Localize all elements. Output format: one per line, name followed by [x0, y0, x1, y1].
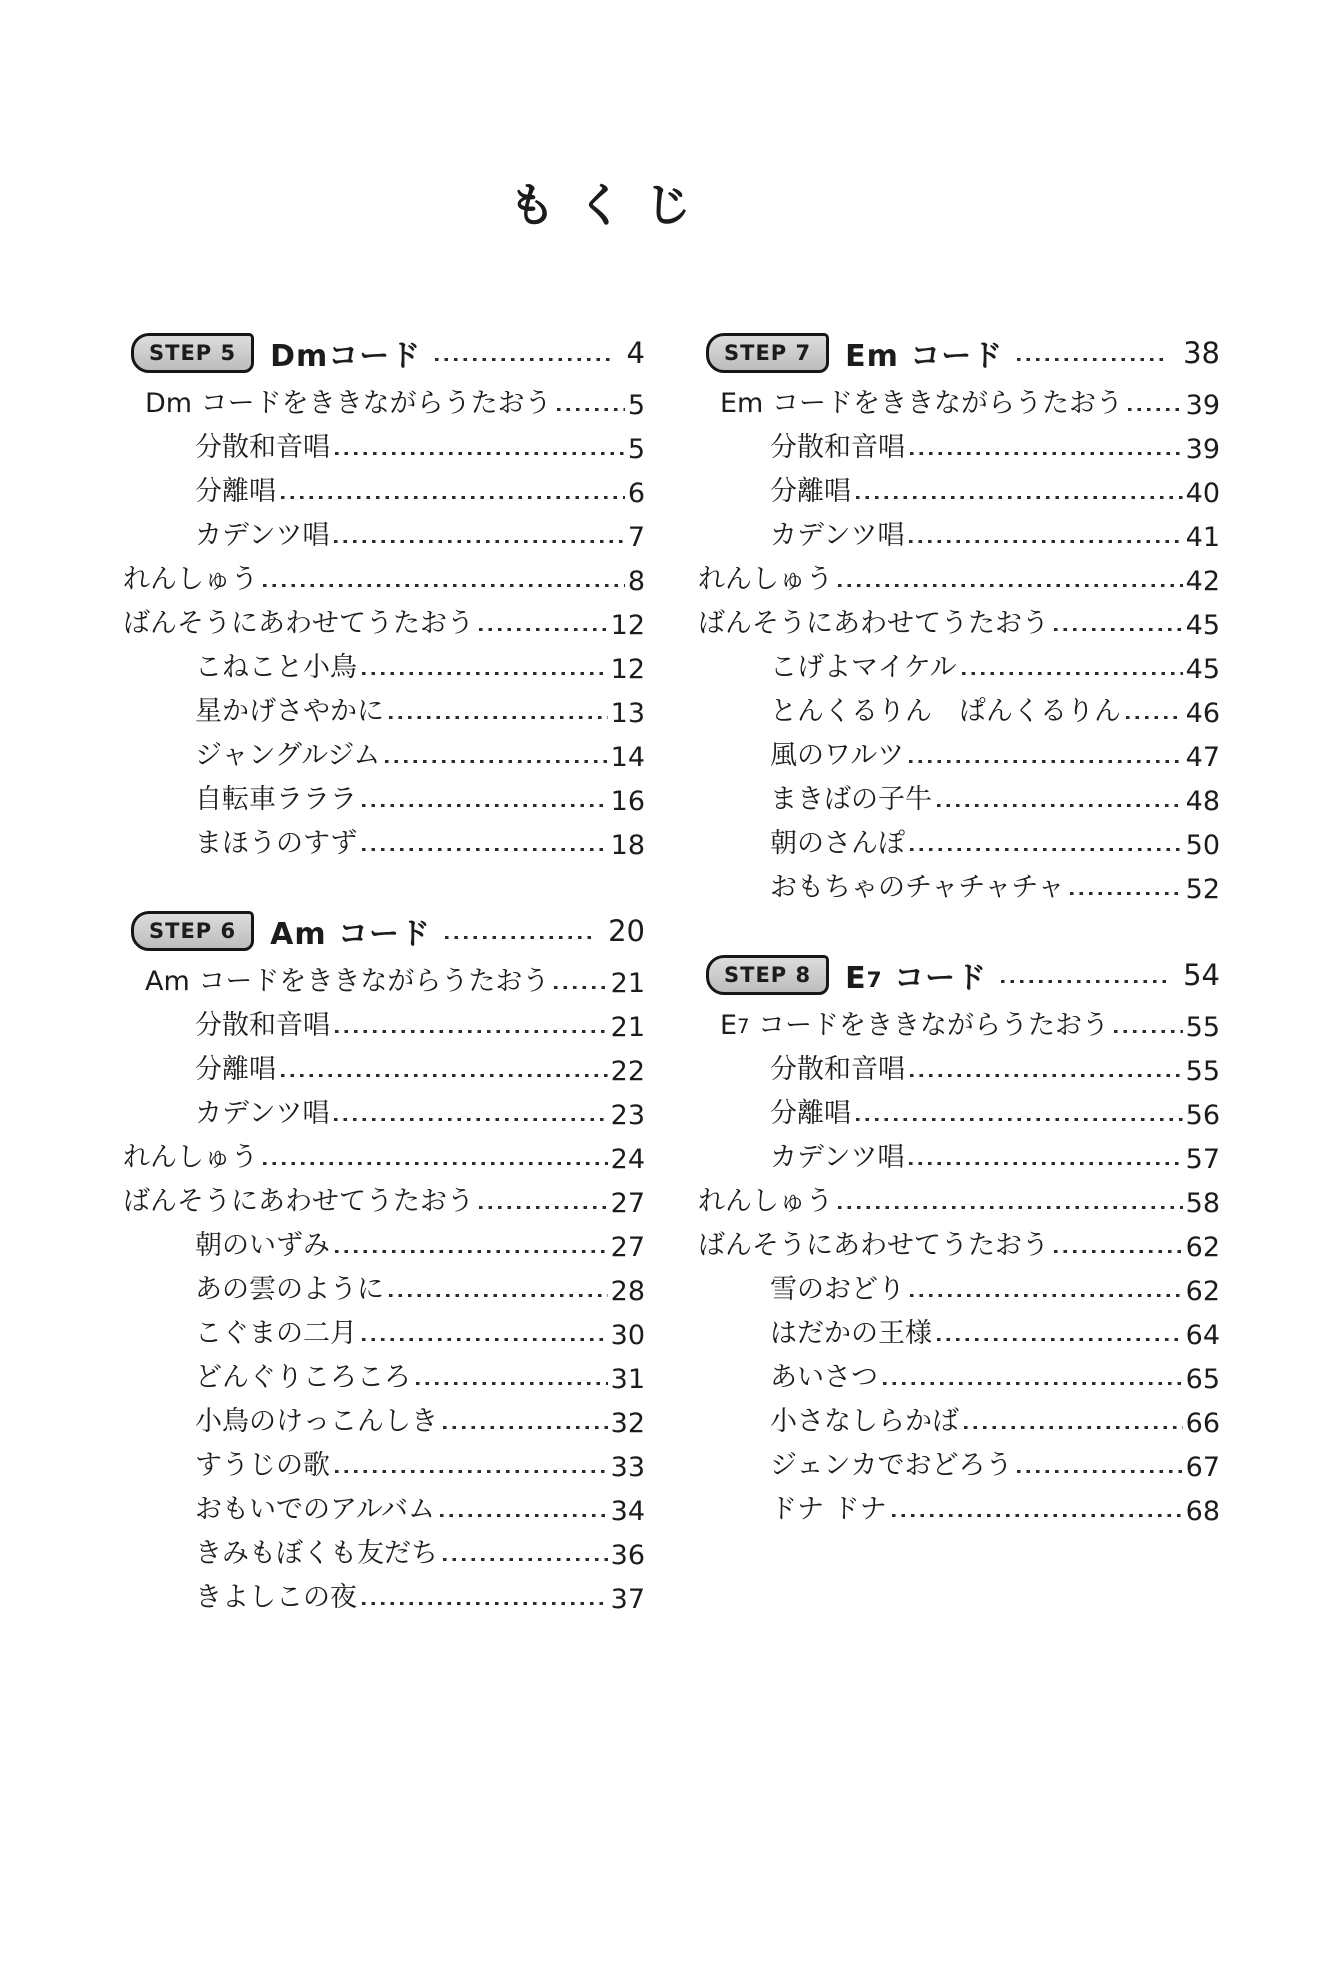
toc-item-page: 62 [1185, 1232, 1220, 1264]
small-seven: 7 [737, 1015, 750, 1039]
toc-item-label: きよしこの夜 [195, 1582, 357, 1614]
toc-row [690, 1131, 1220, 1175]
toc-row [690, 729, 1220, 773]
toc-item-label: れんしゅう [123, 1142, 258, 1174]
toc-item-page: 39 [1185, 390, 1220, 422]
dot-leader [1126, 715, 1183, 719]
toc-row [690, 1483, 1220, 1527]
toc-column-right [690, 331, 1220, 1615]
toc-row [115, 685, 645, 729]
toc-item-page: 47 [1185, 742, 1220, 774]
toc-item-label: ジェンカでおどろう [770, 1450, 1013, 1482]
step-badge: STEP 8 [706, 955, 829, 995]
step-badge: STEP 7 [706, 333, 829, 373]
toc-row [115, 1571, 645, 1615]
toc-section-step-6 [115, 909, 645, 1615]
toc-item-page: 27 [610, 1232, 645, 1264]
toc-item-label: はだかの王様 [770, 1318, 932, 1350]
toc-row [690, 1307, 1220, 1351]
toc-row [115, 1483, 645, 1527]
toc-item-label: こねこと小鳥 [195, 652, 357, 684]
toc-item-label: 自転車ラララ [195, 784, 357, 816]
toc-row [690, 1219, 1220, 1263]
dot-leader [335, 1249, 608, 1253]
dot-leader [263, 583, 625, 587]
toc-item-label: E7 コードをききながらうたおう [720, 1010, 1110, 1042]
toc-row [690, 1175, 1220, 1219]
dot-leader [362, 847, 607, 851]
toc-item-page: 21 [610, 1012, 645, 1044]
section-page-number: 20 [608, 914, 645, 949]
dot-leader [335, 451, 625, 455]
dot-leader [856, 495, 1183, 499]
toc-item-label: ドナ ドナ [770, 1494, 887, 1526]
toc-item-page: 5 [627, 390, 645, 422]
toc-item-page: 39 [1185, 434, 1220, 466]
dot-leader [443, 1425, 608, 1429]
toc-item-label: カデンツ唱 [770, 520, 905, 552]
toc-item-label: 分離唱 [195, 476, 276, 508]
toc-item-page: 55 [1185, 1056, 1220, 1088]
toc-row [115, 999, 645, 1043]
toc-row [115, 817, 645, 861]
toc-row [690, 377, 1220, 421]
section-page-number: 38 [1183, 336, 1220, 371]
dot-leader [281, 495, 625, 499]
toc-item-label: 分離唱 [770, 1098, 851, 1130]
toc-item-page: 32 [610, 1408, 645, 1440]
toc-item-page: 37 [610, 1584, 645, 1616]
toc-item-page: 6 [627, 478, 645, 510]
toc-row [690, 465, 1220, 509]
section-title: Am コード [270, 917, 432, 953]
toc-row [115, 1527, 645, 1571]
dot-leader [445, 935, 594, 939]
dot-leader [389, 715, 608, 719]
dot-leader [910, 1073, 1183, 1077]
toc-item-label: 風のワルツ [770, 740, 905, 772]
dot-leader [263, 1161, 608, 1165]
toc-item-label: おもいでのアルバム [195, 1494, 436, 1526]
toc-item-page: 52 [1185, 874, 1220, 906]
toc-item-label: すうじの歌 [195, 1450, 330, 1482]
toc-item-label: れんしゅう [698, 1186, 833, 1218]
toc-row [115, 421, 645, 465]
step-badge: STEP 6 [131, 911, 254, 951]
dot-leader [416, 1381, 608, 1385]
toc-item-label: 分離唱 [195, 1054, 276, 1086]
toc-item-label: 分離唱 [770, 476, 851, 508]
toc-section-header [690, 331, 1220, 375]
toc-item-label: カデンツ唱 [195, 1098, 330, 1130]
toc-row [115, 773, 645, 817]
dot-leader [334, 1117, 607, 1121]
dot-leader [1017, 357, 1169, 361]
toc-item-label: 小鳥のけっこんしき [195, 1406, 438, 1438]
section-title: Dmコード [270, 339, 422, 375]
toc-row [115, 1087, 645, 1131]
dot-leader [335, 1029, 608, 1033]
toc-columns [115, 331, 1341, 1615]
toc-item-page: 21 [610, 968, 645, 1000]
toc-item-label: こげよマイケル [770, 652, 957, 684]
dot-leader [362, 803, 608, 807]
toc-item-label: 雪のおどり [770, 1274, 905, 1306]
section-title: Em コード [845, 339, 1004, 375]
toc-row [115, 1131, 645, 1175]
toc-item-label: おもちゃのチャチャチャ [770, 872, 1065, 904]
toc-item-page: 7 [627, 522, 645, 554]
dot-leader [937, 1337, 1183, 1341]
dot-leader [964, 1425, 1183, 1429]
toc-item-label: れんしゅう [698, 564, 833, 596]
page-title: もくじ [509, 178, 713, 232]
dot-leader [1114, 1029, 1183, 1033]
dot-leader [335, 1469, 608, 1473]
toc-section-header [115, 331, 645, 375]
step-badge: STEP 5 [131, 333, 254, 373]
toc-item-label: まきばの子牛 [770, 784, 932, 816]
dot-leader [440, 1513, 608, 1517]
toc-item-label: カデンツ唱 [195, 520, 330, 552]
toc-item-page: 67 [1185, 1452, 1220, 1484]
dot-leader [479, 627, 608, 631]
toc-row [690, 1439, 1220, 1483]
dot-leader [910, 451, 1183, 455]
dot-leader [389, 1293, 608, 1297]
toc-row [690, 817, 1220, 861]
toc-item-page: 41 [1185, 522, 1220, 554]
toc-item-page: 34 [610, 1496, 645, 1528]
toc-item-label: ジャングルジム [195, 740, 381, 772]
toc-section-header [690, 953, 1220, 997]
toc-row [690, 1087, 1220, 1131]
toc-item-page: 42 [1185, 566, 1220, 598]
dot-leader [1017, 1469, 1182, 1473]
toc-column-left [115, 331, 645, 1615]
toc-item-label: カデンツ唱 [770, 1142, 905, 1174]
dot-leader [281, 1073, 608, 1077]
small-seven: 7 [866, 968, 883, 994]
toc-item-page: 22 [610, 1056, 645, 1088]
toc-item-label: きみもぼくも友だち [195, 1538, 438, 1570]
toc-row [115, 1219, 645, 1263]
toc-item-page: 8 [627, 566, 645, 598]
dot-leader [334, 539, 624, 543]
toc-item-label: ばんそうにあわせてうたおう [123, 608, 474, 640]
dot-leader [909, 759, 1182, 763]
toc-row [690, 641, 1220, 685]
toc-row [115, 1395, 645, 1439]
toc-item-page: 30 [610, 1320, 645, 1352]
toc-item-label: ばんそうにあわせてうたおう [123, 1186, 474, 1218]
toc-item-label: ばんそうにあわせてうたおう [698, 1230, 1049, 1262]
dot-leader [557, 407, 625, 411]
toc-item-label: 星かげさやかに [195, 696, 384, 728]
toc-item-page: 45 [1185, 610, 1220, 642]
toc-item-page: 56 [1185, 1100, 1220, 1132]
dot-leader [838, 583, 1183, 587]
section-page-number: 4 [626, 336, 645, 371]
toc-item-page: 36 [610, 1540, 645, 1572]
toc-item-label: Em コードをききながらうたおう [720, 388, 1123, 420]
toc-item-label: どんぐりころころ [195, 1362, 411, 1394]
toc-row [115, 641, 645, 685]
toc-item-page: 12 [610, 654, 645, 686]
toc-item-page: 24 [610, 1144, 645, 1176]
toc-section-step-5 [115, 331, 645, 861]
toc-item-page: 13 [610, 698, 645, 730]
toc-item-label: 分散和音唱 [195, 432, 330, 464]
dot-leader [856, 1117, 1183, 1121]
toc-item-page: 55 [1185, 1012, 1220, 1044]
toc-item-page: 28 [610, 1276, 645, 1308]
toc-row [115, 1263, 645, 1307]
toc-item-page: 16 [610, 786, 645, 818]
toc-row [115, 955, 645, 999]
dot-leader [362, 1337, 608, 1341]
toc-row [690, 1263, 1220, 1307]
toc-item-page: 12 [610, 610, 645, 642]
section-title: E7 コード [845, 961, 988, 997]
toc-row [115, 377, 645, 421]
dot-leader [909, 539, 1182, 543]
toc-row [690, 685, 1220, 729]
toc-section-step-7 [690, 331, 1220, 905]
toc-item-page: 46 [1185, 698, 1220, 730]
toc-item-page: 62 [1185, 1276, 1220, 1308]
toc-section-header [115, 909, 645, 953]
toc-row [115, 1175, 645, 1219]
dot-leader [909, 1161, 1182, 1165]
toc-row [690, 1043, 1220, 1087]
toc-item-page: 23 [610, 1100, 645, 1132]
toc-item-page: 64 [1185, 1320, 1220, 1352]
toc-row [115, 465, 645, 509]
dot-leader [910, 1293, 1183, 1297]
dot-leader [1128, 407, 1183, 411]
toc-item-label: Dm コードをききながらうたおう [145, 388, 552, 420]
dot-leader [838, 1205, 1183, 1209]
dot-leader [892, 1513, 1183, 1517]
toc-row [690, 421, 1220, 465]
dot-leader [479, 1205, 608, 1209]
toc-item-page: 45 [1185, 654, 1220, 686]
toc-item-label: れんしゅう [123, 564, 258, 596]
toc-item-page: 57 [1185, 1144, 1220, 1176]
toc-item-label: 分散和音唱 [770, 432, 905, 464]
toc-item-page: 50 [1185, 830, 1220, 862]
toc-item-label: とんくるりん ぱんくるりん [770, 696, 1121, 728]
toc-item-label: こぐまの二月 [195, 1318, 357, 1350]
toc-item-page: 66 [1185, 1408, 1220, 1440]
toc-row [115, 1043, 645, 1087]
toc-item-label: 分散和音唱 [195, 1010, 330, 1042]
toc-row [690, 861, 1220, 905]
toc-item-label: まほうのすず [195, 828, 358, 860]
toc-row [115, 1307, 645, 1351]
toc-item-page: 58 [1185, 1188, 1220, 1220]
toc-item-page: 27 [610, 1188, 645, 1220]
toc-item-page: 40 [1185, 478, 1220, 510]
toc-item-label: Am コードをききながらうたおう [145, 966, 550, 998]
dot-leader [962, 671, 1183, 675]
dot-leader [883, 1381, 1183, 1385]
toc-item-page: 18 [610, 830, 645, 862]
dot-leader [937, 803, 1183, 807]
toc-row [115, 509, 645, 553]
dot-leader [362, 671, 608, 675]
toc-row [115, 1351, 645, 1395]
dot-leader [1070, 891, 1183, 895]
toc-item-label: あいさつ [770, 1362, 878, 1394]
toc-section-step-8 [690, 953, 1220, 1527]
toc-item-page: 5 [627, 434, 645, 466]
toc-row [115, 597, 645, 641]
toc-item-label: 分散和音唱 [770, 1054, 905, 1086]
toc-item-page: 68 [1185, 1496, 1220, 1528]
toc-item-page: 33 [610, 1452, 645, 1484]
dot-leader [443, 1557, 608, 1561]
dot-leader [1054, 1249, 1183, 1253]
dot-leader [385, 759, 607, 763]
toc-row [690, 509, 1220, 553]
toc-item-label: 小さなしらかば [770, 1406, 959, 1438]
toc-row [115, 553, 645, 597]
toc-item-label: あの雲のように [195, 1274, 384, 1306]
toc-item-page: 48 [1185, 786, 1220, 818]
dot-leader [910, 847, 1183, 851]
toc-row [690, 773, 1220, 817]
section-page-number: 54 [1183, 958, 1220, 993]
dot-leader [435, 357, 612, 361]
toc-row [690, 1351, 1220, 1395]
toc-item-label: ばんそうにあわせてうたおう [698, 608, 1049, 640]
toc-row [690, 1395, 1220, 1439]
toc-item-label: 朝のいずみ [195, 1230, 330, 1262]
dot-leader [1001, 979, 1169, 983]
toc-item-page: 31 [610, 1364, 645, 1396]
toc-row [690, 597, 1220, 641]
toc-row [115, 1439, 645, 1483]
toc-row [690, 553, 1220, 597]
dot-leader [554, 985, 607, 989]
toc-item-page: 14 [610, 742, 645, 774]
toc-row [690, 999, 1220, 1043]
dot-leader [1054, 627, 1183, 631]
toc-item-label: 朝のさんぽ [770, 828, 905, 860]
toc-item-page: 65 [1185, 1364, 1220, 1396]
toc-row [115, 729, 645, 773]
dot-leader [362, 1601, 608, 1605]
